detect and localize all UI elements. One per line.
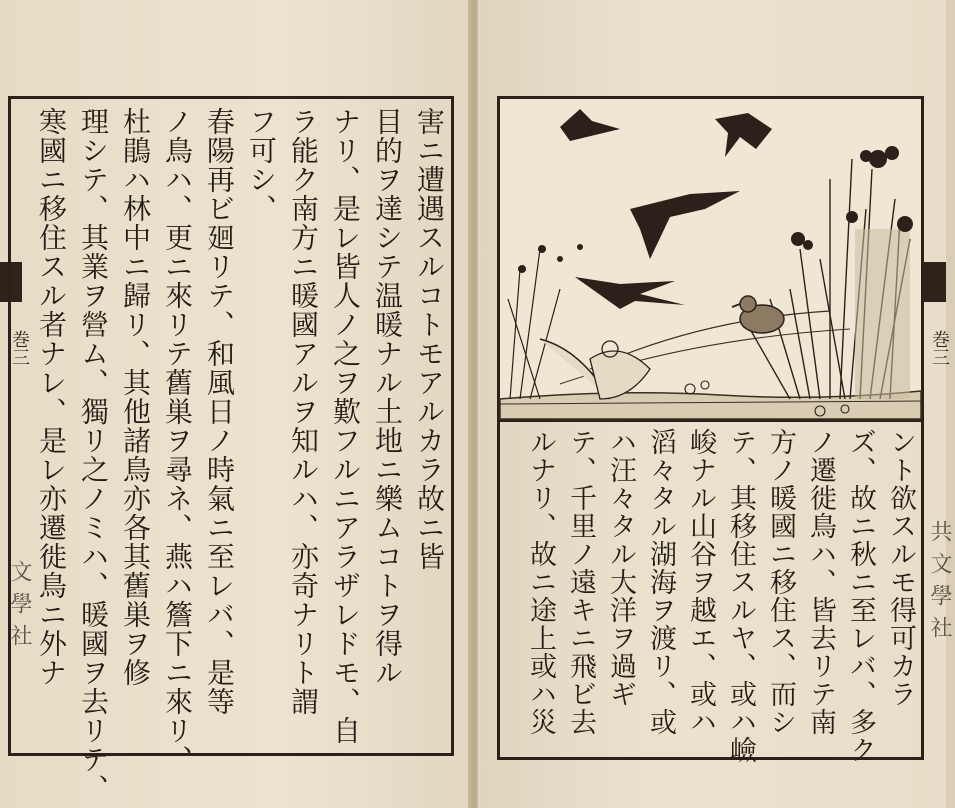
right-column-7: 滔々タル湖海ヲ渡リ、或 [645,428,676,736]
right-edge-tab [924,262,946,302]
bird-illustration [500,99,921,422]
left-column-7: ノ鳥ハ、更ニ來リテ舊巣ヲ尋ネ、燕ハ簷下ニ來リ、 [161,107,194,774]
left-column-5: フ可シ、 [245,107,278,223]
swallows-marsh-illustration [500,99,921,419]
left-column-3: ナリ、是レ皆人ノ之ヲ歎フルニアラザレドモ、自 [329,107,362,745]
left-publisher-label: 文學社 [7,560,32,656]
left-page [0,0,470,808]
left-column-9: 理シテ、其業ヲ營ム、獨リ之ノミハ、暖國ヲ去リテ、 [77,107,110,803]
left-text-frame [8,96,454,803]
right-column-3: ノ遷徙鳥ハ、皆去リテ南 [805,428,836,736]
right-column-5: テ、其移住スルヤ、或ハ嶮 [725,428,756,764]
left-column-2: 目的ヲ達シテ温暖ナル土地ニ樂ムコトヲ得ル [371,107,404,687]
right-column-10: ルナリ、故ニ途上或ハ災 [525,428,556,736]
right-publisher-label: 共文學社 [927,520,952,648]
left-column-6: 春陽再ビ廻リテ、和風日ノ時氣ニ至レバ、是等 [203,107,236,716]
left-volume-label: 巻三 [9,330,30,366]
right-column-8: ハ汪々タル大洋ヲ過ギ [605,428,636,708]
right-page [478,0,952,808]
left-column-8: 杜鵑ハ林中ニ歸リ、其他諸鳥亦各其舊巣ヲ修 [119,107,152,687]
right-column-6: 峻ナル山谷ヲ越エ、或ハ [685,428,716,736]
right-column-2: ズ、故ニ秋ニ至レバ、多ク [845,428,876,764]
right-column-1: ント欲スルモ得可カラ [885,428,916,708]
right-text-area [500,422,921,764]
right-frame [497,96,924,764]
right-column-4: 方ノ暖國ニ移住ス、而シ [765,428,796,736]
left-column-1: 害ニ遭遇スルコトモアルカラ故ニ皆 [413,107,446,571]
left-column-10: 寒國ニ移住スル者ナレ、是レ亦遷徙鳥ニ外ナ [35,107,68,687]
right-column-9: テ、千里ノ遠キニ飛ビ去 [565,428,596,736]
right-volume-label: 巻三 [929,330,950,366]
left-column-4: ラ能ク南方ニ暖國アルヲ知ルハ、亦奇ナリト謂 [287,107,320,716]
